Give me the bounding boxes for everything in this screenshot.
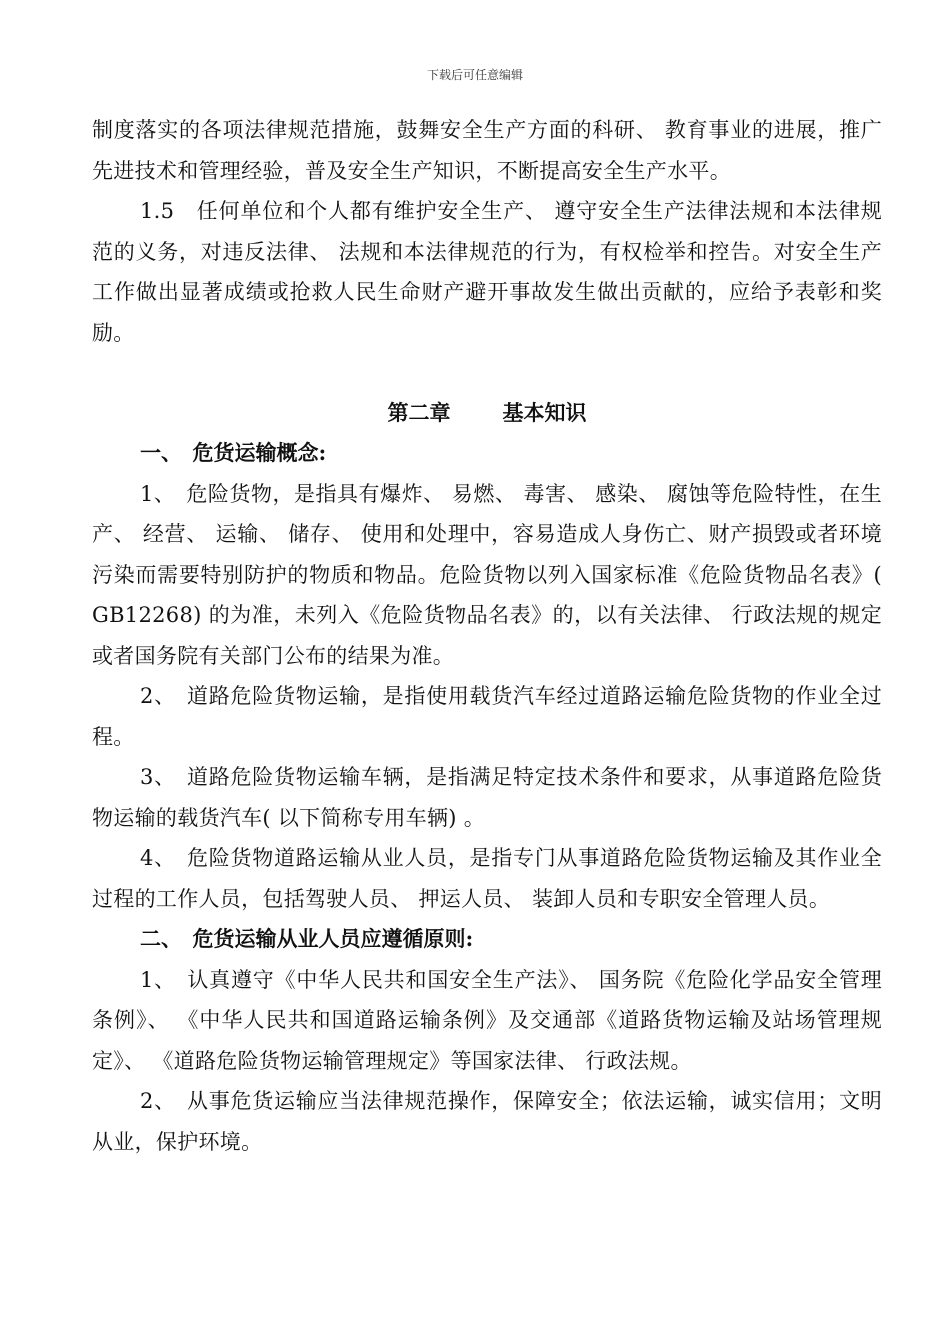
- list-item: 2、 从事危货运输应当法律规范操作，保障安全；依法运输，诚实信用；文明从业，保护环境。: [92, 1089, 882, 1154]
- chapter-title: [92, 393, 882, 433]
- list-item: 4、 危险货物道路运输从业人员，是指专门从事道路危险货物运输及其作业全过程的工作人员，包括驾驶人员、 押运人员、 装卸人员和专职安全管理人员。: [92, 846, 882, 911]
- document-body: [92, 110, 882, 1162]
- chapter-name: 基本知识: [502, 400, 587, 425]
- page-header: 下载后可任意编辑: [426, 68, 523, 82]
- list-item: 3、 道路危险货物运输车辆，是指满足特定技术条件和要求，从事道路危险货物运输的载货汽车( 以下简称专用车辆) 。: [92, 765, 882, 830]
- list-item: 1、 危险货物，是指具有爆炸、 易燃、 毒害、 感染、 腐蚀等危险特性，在生产、 经营、 运输、 储存、 使用和处理中，容易造成人身伤亡、财产损毁或者环境污染而需要特别防护的物质和物品。危险货物以列入国家标准《危险货物品名表》( GB12268) 的为准，未列入《危险货物品名表》的，以有关法律、 行政法规的规定或者国务院有关部门公布的结果为准。: [92, 481, 882, 668]
- list-item: 2、 道路危险货物运输，是指使用载货汽车经过道路运输危险货物的作业全过程。: [92, 684, 882, 749]
- paragraph-1-5: 1.5 任何单位和个人都有维护安全生产、 遵守安全生产法律法规和本法律规范的义务，对违反法律、 法规和本法律规范的行为，有权检举和控告。对安全生产工作做出显著成绩或抢救人民生命财产避开事故发生做出贡献的，应给予表彰和奖励。: [92, 199, 882, 345]
- section-heading-1: 一、 危货运输概念:: [140, 440, 327, 465]
- section-heading-2: 二、 危货运输从业人员应遵循原则:: [140, 926, 474, 951]
- paragraph-continued: 制度落实的各项法律规范措施，鼓舞安全生产方面的科研、 教育事业的进展，推广先进技术和管理经验，普及安全生产知识，不断提高安全生产水平。: [92, 118, 882, 183]
- list-item: 1、 认真遵守《中华人民共和国安全生产法》、 国务院《危险化学品安全管理条例》、 《中华人民共和国道路运输条例》及交通部《道路货物运输及站场管理规定》、 《道路危险货物运输管理规定》等国家法律、 行政法规。: [92, 967, 882, 1073]
- chapter-number: 第二章: [387, 400, 451, 425]
